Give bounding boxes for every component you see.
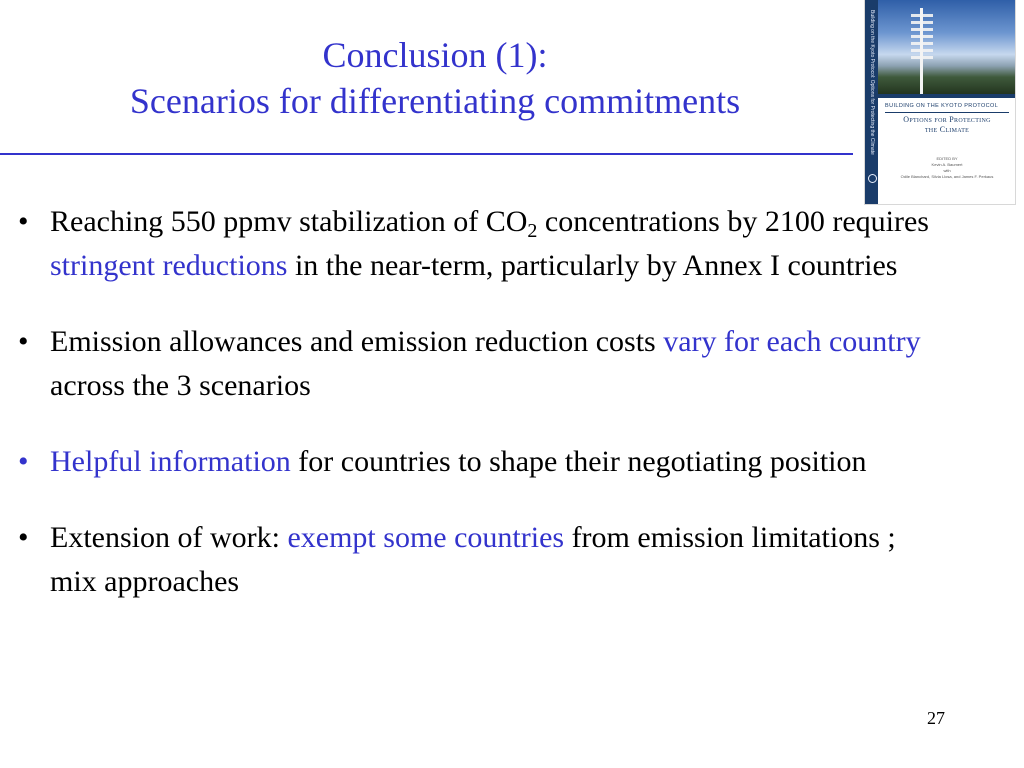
title-line-1: Conclusion (1): [322, 35, 548, 75]
page-number: 27 [927, 708, 945, 728]
bullet-text: in the near-term, particularly by Annex I countries [287, 249, 898, 282]
spine-title: Building on the Kyoto Protocol: Options for Protecting the Climate [869, 10, 875, 155]
book-spine [865, 0, 878, 204]
bullet-allowances [18, 320, 948, 408]
title-line-2: Scenarios for differentiating commitments [129, 81, 741, 121]
bullet-text: from emission limitations ; mix approaches [50, 521, 896, 598]
edited-by: EDITED BY [936, 156, 958, 161]
bullet-helpful-info [18, 440, 948, 484]
cover-title [885, 115, 1009, 135]
bullet-extension [18, 516, 948, 604]
title-divider [0, 153, 853, 155]
highlight-text: stringent reductions [50, 249, 288, 282]
editor-name: Kevin A. Baumert [931, 162, 963, 167]
mountain-photo-icon [878, 0, 1015, 94]
wri-logo-icon [868, 174, 877, 183]
highlight-text: Helpful information [50, 445, 291, 478]
cover-band [878, 94, 1015, 98]
highlight-text: vary for each country [663, 325, 921, 358]
with-text: with [943, 168, 951, 173]
bullet-text: Reaching 550 ppmv stabilization of CO [50, 205, 528, 238]
cover-title-line-2: the Climate [924, 125, 970, 134]
cover-rule [885, 112, 1009, 113]
cover-title-line-1: Options for Protecting [903, 115, 991, 124]
cover-series: BUILDING ON THE KYOTO PROTOCOL [885, 103, 999, 109]
slide-title [0, 32, 870, 124]
bullet-list [18, 200, 948, 636]
bullet-text: across the 3 scenarios [50, 369, 311, 402]
tower-pole [920, 8, 923, 94]
bullet-stabilization [18, 200, 948, 288]
contributors: Odile Blanchard, Silvia Llosa, and James F. Perkaus [900, 174, 994, 179]
co2-subscript: 2 [527, 220, 538, 242]
bullet-text: for countries to shape their negotiating position [290, 445, 867, 478]
cover-credits [885, 156, 1009, 180]
bullet-text: Emission allowances and emission reduction costs [50, 325, 664, 358]
book-cover-image [865, 0, 1015, 204]
highlight-text: exempt some countries [287, 521, 565, 554]
bullet-text: concentrations by 2100 requires [537, 205, 929, 238]
bullet-text: Extension of work: [50, 521, 288, 554]
